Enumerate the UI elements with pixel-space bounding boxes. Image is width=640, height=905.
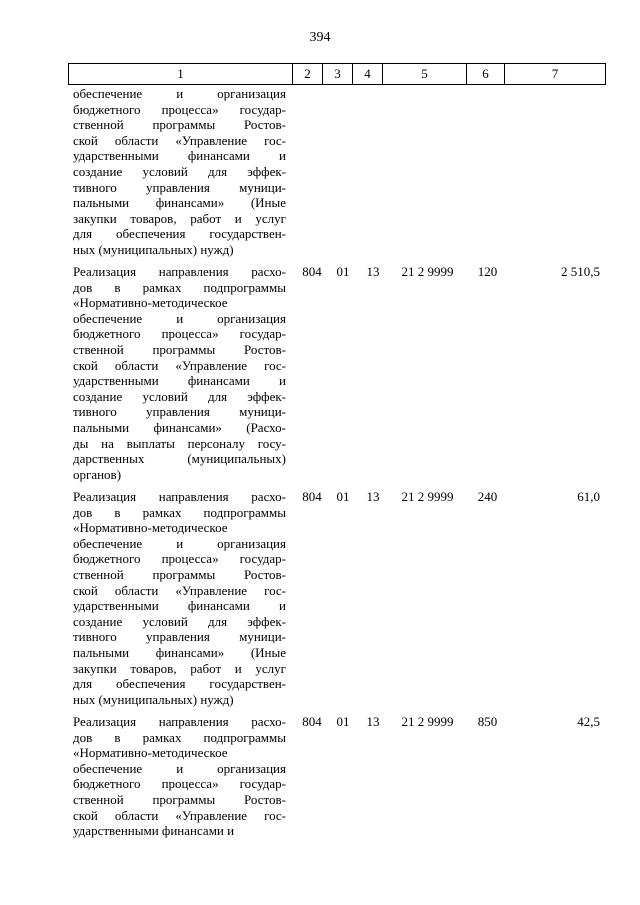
cell-c4: 13 bbox=[366, 489, 380, 504]
table-header bbox=[68, 63, 606, 85]
cell-c2: 804 bbox=[302, 264, 322, 279]
header-col-1: 1 bbox=[69, 64, 293, 85]
description-line: ственной программы Ростов- bbox=[73, 566, 286, 582]
description-line: обеспечение и организация bbox=[73, 760, 286, 776]
row-description bbox=[73, 489, 286, 707]
description-line: для обеспечения государствен- bbox=[73, 676, 286, 692]
header-col-7: 7 bbox=[505, 64, 606, 85]
description-line: Реализация направления расхо- bbox=[73, 264, 286, 279]
description-line: обеспечение и организация bbox=[73, 310, 286, 326]
description-line: создание условий для эффек- bbox=[73, 163, 286, 179]
header-col-3: 3 bbox=[323, 64, 353, 85]
description-line: ственной программы Ростов- bbox=[73, 341, 286, 357]
cell-c2: 804 bbox=[302, 489, 322, 504]
description-line: ской области «Управление гос- bbox=[73, 582, 286, 598]
cell-c5: 21 2 9999 bbox=[401, 714, 454, 729]
description-line: бюджетного процесса» государ- bbox=[73, 326, 286, 342]
description-line: пальными финансами» (Расхо- bbox=[73, 419, 286, 435]
cell-c4: 13 bbox=[366, 714, 380, 729]
description-line: ской области «Управление гос- bbox=[73, 357, 286, 373]
description-line: дарственных (муниципальных) bbox=[73, 451, 286, 467]
description-line: тивного управления муници- bbox=[73, 179, 286, 195]
description-line: тивного управления муници- bbox=[73, 404, 286, 420]
description-line: бюджетного процесса» государ- bbox=[73, 776, 286, 792]
description-line: для обеспечения государствен- bbox=[73, 226, 286, 242]
description-line: бюджетного процесса» государ- bbox=[73, 551, 286, 567]
description-line: обеспечение и организация bbox=[73, 535, 286, 551]
description-line: ударственными финансами и bbox=[73, 148, 286, 164]
description-line: ской области «Управление гос- bbox=[73, 807, 286, 823]
header-col-6: 6 bbox=[467, 64, 505, 85]
row-description bbox=[73, 264, 286, 482]
cell-c3: 01 bbox=[336, 264, 350, 279]
cell-c2: 804 bbox=[302, 714, 322, 729]
cell-c3: 01 bbox=[336, 489, 350, 504]
description-line: пальными финансами» (Иные bbox=[73, 195, 286, 211]
description-line: создание условий для эффек- bbox=[73, 388, 286, 404]
description-line: ных (муниципальных) нужд) bbox=[73, 241, 234, 257]
row-description bbox=[73, 86, 286, 258]
description-line: ской области «Управление гос- bbox=[73, 132, 286, 148]
description-line: дов в рамках подпрограммы bbox=[73, 729, 286, 745]
cell-c6: 240 bbox=[477, 489, 498, 504]
page-number: 394 bbox=[309, 30, 331, 45]
description-line: «Нормативно-методическое bbox=[73, 520, 228, 536]
description-line: Реализация направления расхо- bbox=[73, 489, 286, 504]
description-line: ударственными финансами и bbox=[73, 823, 235, 839]
row-description bbox=[73, 714, 286, 839]
cell-c4: 13 bbox=[366, 264, 380, 279]
description-line: ственной программы Ростов- bbox=[73, 791, 286, 807]
header-col-2: 2 bbox=[293, 64, 323, 85]
description-line: обеспечение и организация bbox=[73, 86, 286, 101]
cell-c7: 42,5 bbox=[577, 714, 600, 729]
description-line: Реализация направления расхо- bbox=[73, 714, 286, 729]
header-col-4: 4 bbox=[353, 64, 383, 85]
cell-c7: 61,0 bbox=[577, 489, 600, 504]
cell-c7: 2 510,5 bbox=[561, 264, 600, 279]
header-col-5: 5 bbox=[383, 64, 467, 85]
description-line: ударственными финансами и bbox=[73, 598, 286, 614]
description-line: бюджетного процесса» государ- bbox=[73, 101, 286, 117]
cell-c5: 21 2 9999 bbox=[401, 264, 454, 279]
description-line: ных (муниципальных) нужд) bbox=[73, 691, 234, 707]
description-line: ды на выплаты персоналу госу- bbox=[73, 435, 286, 451]
description-line: органов) bbox=[73, 466, 122, 482]
description-line: тивного управления муници- bbox=[73, 629, 286, 645]
cell-c3: 01 bbox=[336, 714, 350, 729]
description-line: закупки товаров, работ и услуг bbox=[73, 660, 286, 676]
description-line: дов в рамках подпрограммы bbox=[73, 504, 286, 520]
cell-c6: 120 bbox=[477, 264, 498, 279]
cell-c6: 850 bbox=[477, 714, 498, 729]
description-line: «Нормативно-методическое bbox=[73, 295, 228, 311]
description-line: пальными финансами» (Иные bbox=[73, 644, 286, 660]
description-line: ударственными финансами и bbox=[73, 373, 286, 389]
description-line: ственной программы Ростов- bbox=[73, 117, 286, 133]
description-line: создание условий для эффек- bbox=[73, 613, 286, 629]
description-line: закупки товаров, работ и услуг bbox=[73, 210, 286, 226]
description-line: «Нормативно-методическое bbox=[73, 745, 228, 761]
description-line: дов в рамках подпрограммы bbox=[73, 279, 286, 295]
cell-c5: 21 2 9999 bbox=[401, 489, 454, 504]
